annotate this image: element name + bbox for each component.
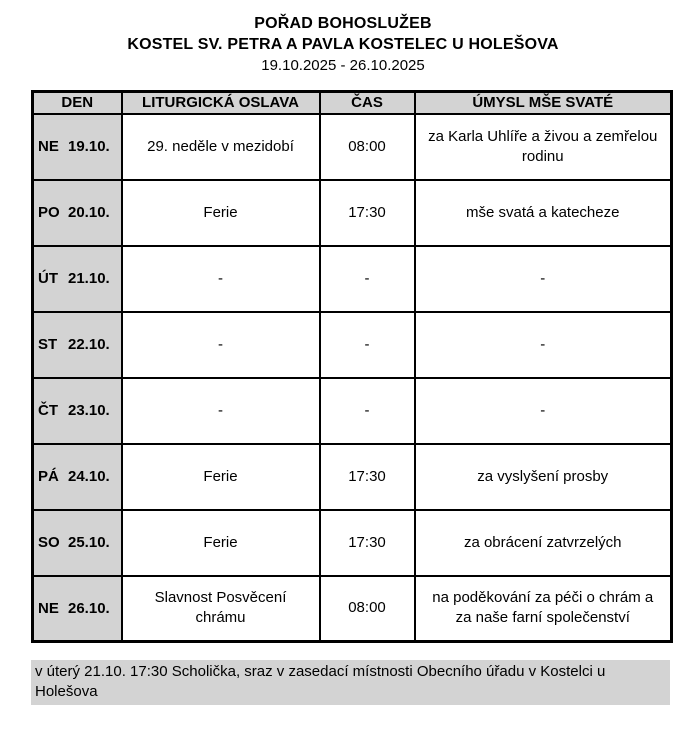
date-range: 19.10.2025 - 26.10.2025: [261, 57, 425, 74]
time-cell: -: [320, 312, 415, 378]
intention-cell: mše svatá a katecheze: [415, 180, 672, 246]
intention-cell: na poděkování za péči o chrám a za naše farní společenství: [415, 576, 672, 642]
celebration-cell: -: [122, 312, 320, 378]
table-row: [33, 576, 672, 642]
col-header-intention: ÚMYSL MŠE SVATÉ: [415, 92, 672, 114]
title-block: [0, 0, 686, 77]
table-row: [33, 510, 672, 576]
day-cell: [33, 378, 122, 444]
day-cell: [33, 576, 122, 642]
intention-cell: -: [415, 312, 672, 378]
date-label: 24.10.: [68, 468, 110, 485]
table-row: [33, 246, 672, 312]
time-cell: 08:00: [320, 576, 415, 642]
page-title: POŘAD BOHOSLUŽEB: [254, 15, 432, 32]
table-row: [33, 444, 672, 510]
day-label: SO: [38, 534, 60, 551]
table-row: [33, 180, 672, 246]
col-header-time: ČAS: [320, 92, 415, 114]
time-cell: 17:30: [320, 444, 415, 510]
schedule-body: [33, 114, 672, 642]
date-label: 20.10.: [68, 204, 110, 221]
day-cell: [33, 180, 122, 246]
schedule-table: [31, 90, 673, 643]
header-row: [33, 92, 672, 114]
col-header-day: DEN: [33, 92, 122, 114]
celebration-cell: 29. neděle v mezidobí: [122, 114, 320, 180]
date-label: 26.10.: [68, 599, 110, 617]
church-subtitle: KOSTEL SV. PETRA A PAVLA KOSTELEC U HOLEŠOVA: [127, 36, 559, 53]
intention-cell: za obrácení zatvrzelých: [415, 510, 672, 576]
day-label: PO: [38, 204, 60, 221]
footer-note: v úterý 21.10. 17:30 Scholička, sraz v zasedací místnosti Obecního úřadu v Kostelci u Holešova: [31, 660, 670, 705]
celebration-cell: Slavnost Posvěcení chrámu: [122, 576, 320, 642]
celebration-cell: -: [122, 246, 320, 312]
table-row: [33, 114, 672, 180]
date-label: 21.10.: [68, 270, 110, 287]
intention-cell: za Karla Uhlíře a živou a zemřelou rodinu: [415, 114, 672, 180]
date-label: 19.10.: [68, 138, 110, 155]
day-cell: [33, 444, 122, 510]
day-label: ST: [38, 336, 58, 353]
table-row: [33, 312, 672, 378]
time-cell: 17:30: [320, 180, 415, 246]
celebration-cell: -: [122, 378, 320, 444]
day-cell: [33, 114, 122, 180]
day-label: PÁ: [38, 468, 59, 485]
time-cell: -: [320, 246, 415, 312]
day-cell: [33, 312, 122, 378]
celebration-cell: Ferie: [122, 510, 320, 576]
intention-cell: za vyslyšení prosby: [415, 444, 672, 510]
time-cell: 08:00: [320, 114, 415, 180]
date-label: 25.10.: [68, 534, 110, 551]
table-row: [33, 378, 672, 444]
day-label: ÚT: [38, 270, 58, 287]
celebration-cell: Ferie: [122, 180, 320, 246]
day-label: ČT: [38, 402, 58, 419]
day-label: NE: [38, 599, 59, 617]
date-label: 22.10.: [68, 336, 110, 353]
col-header-celebration: LITURGICKÁ OSLAVA: [122, 92, 320, 114]
day-label: NE: [38, 138, 59, 155]
time-cell: 17:30: [320, 510, 415, 576]
time-cell: -: [320, 378, 415, 444]
celebration-cell: Ferie: [122, 444, 320, 510]
intention-cell: -: [415, 246, 672, 312]
day-cell: [33, 246, 122, 312]
date-label: 23.10.: [68, 402, 110, 419]
day-cell: [33, 510, 122, 576]
intention-cell: -: [415, 378, 672, 444]
